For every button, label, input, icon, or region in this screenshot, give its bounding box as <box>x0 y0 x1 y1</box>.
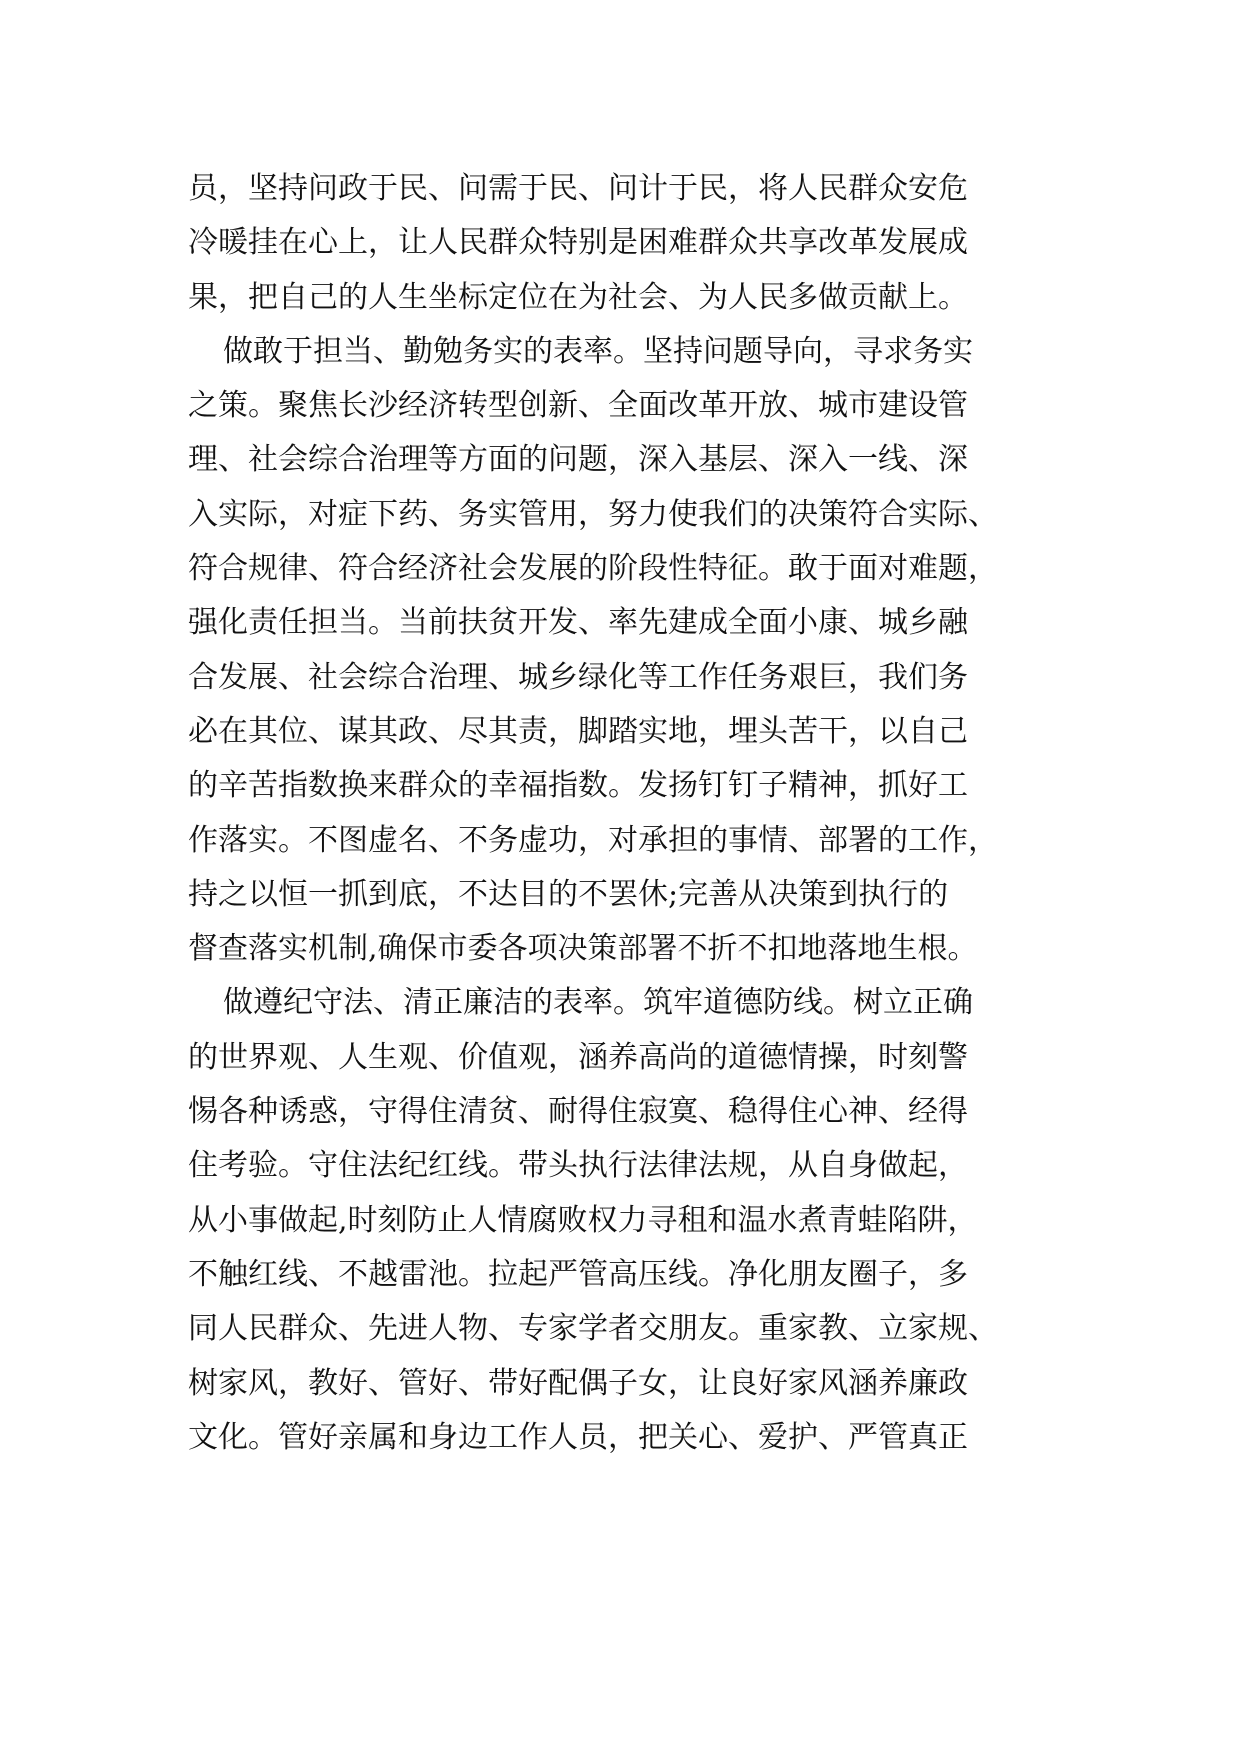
text-line: 从小事做起,时刻防止人情腐败权力寻租和温水煮青蛙陷阱， <box>188 1202 978 1238</box>
paragraph-start-line: 做敢于担当、勤勉务实的表率。坚持问题导向，寻求务实 <box>223 333 973 369</box>
text-line: 强化责任担当。当前扶贫开发、率先建成全面小康、城乡融 <box>188 605 968 641</box>
text-line: 的世界观、人生观、价值观，涵养高尚的道德情操，时刻警 <box>188 1039 968 1075</box>
body-text <box>188 162 1058 1465</box>
text-line: 同人民群众、先进人物、专家学者交朋友。重家教、立家规、 <box>188 1311 998 1347</box>
text-line: 文化。管好亲属和身边工作人员，把关心、爱护、严管真正 <box>188 1419 968 1455</box>
text-line: 员，坚持问政于民、问需于民、问计于民，将人民群众安危 <box>188 171 968 206</box>
text-line: 惕各种诱惑，守得住清贫、耐得住寂寞、稳得住心神、经得 <box>188 1094 968 1130</box>
text-line: 冷暖挂在心上，让人民群众特别是困难群众共享改革发展成 <box>188 225 968 261</box>
text-line: 树家风，教好、管好、带好配偶子女，让良好家风涵养廉政 <box>188 1365 968 1401</box>
text-line: 必在其位、谋其政、尽其责，脚踏实地，埋头苦干，以自己 <box>188 713 968 749</box>
paragraph-start-line: 做遵纪守法、清正廉洁的表率。筑牢道德防线。树立正确 <box>223 985 973 1021</box>
text-line: 果，把自己的人生坐标定位在为社会、为人民多做贡献上。 <box>188 279 968 315</box>
text-line: 之策。聚焦长沙经济转型创新、全面改革开放、城市建设管 <box>188 388 968 424</box>
text-line: 的辛苦指数换来群众的幸福指数。发扬钉钉子精神，抓好工 <box>188 768 968 804</box>
text-line: 符合规律、符合经济社会发展的阶段性特征。敢于面对难题， <box>188 551 998 587</box>
text-line: 不触红线、不越雷池。拉起严管高压线。净化朋友圈子，多 <box>188 1256 968 1292</box>
text-line: 持之以恒一抓到底，不达目的不罢休;完善从决策到执行的 <box>188 876 949 912</box>
text-line: 理、社会综合治理等方面的问题，深入基层、深入一线、深 <box>188 442 968 478</box>
text-line: 督查落实机制,确保市委各项决策部署不折不扣地落地生根。 <box>188 931 978 967</box>
text-line: 入实际，对症下药、务实管用，努力使我们的决策符合实际、 <box>188 496 998 532</box>
text-line: 作落实。不图虚名、不务虚功，对承担的事情、部署的工作， <box>188 822 998 858</box>
text-line: 合发展、社会综合治理、城乡绿化等工作任务艰巨，我们务 <box>188 659 968 695</box>
text-line: 住考验。守住法纪红线。带头执行法律法规，从自身做起， <box>188 1148 968 1184</box>
